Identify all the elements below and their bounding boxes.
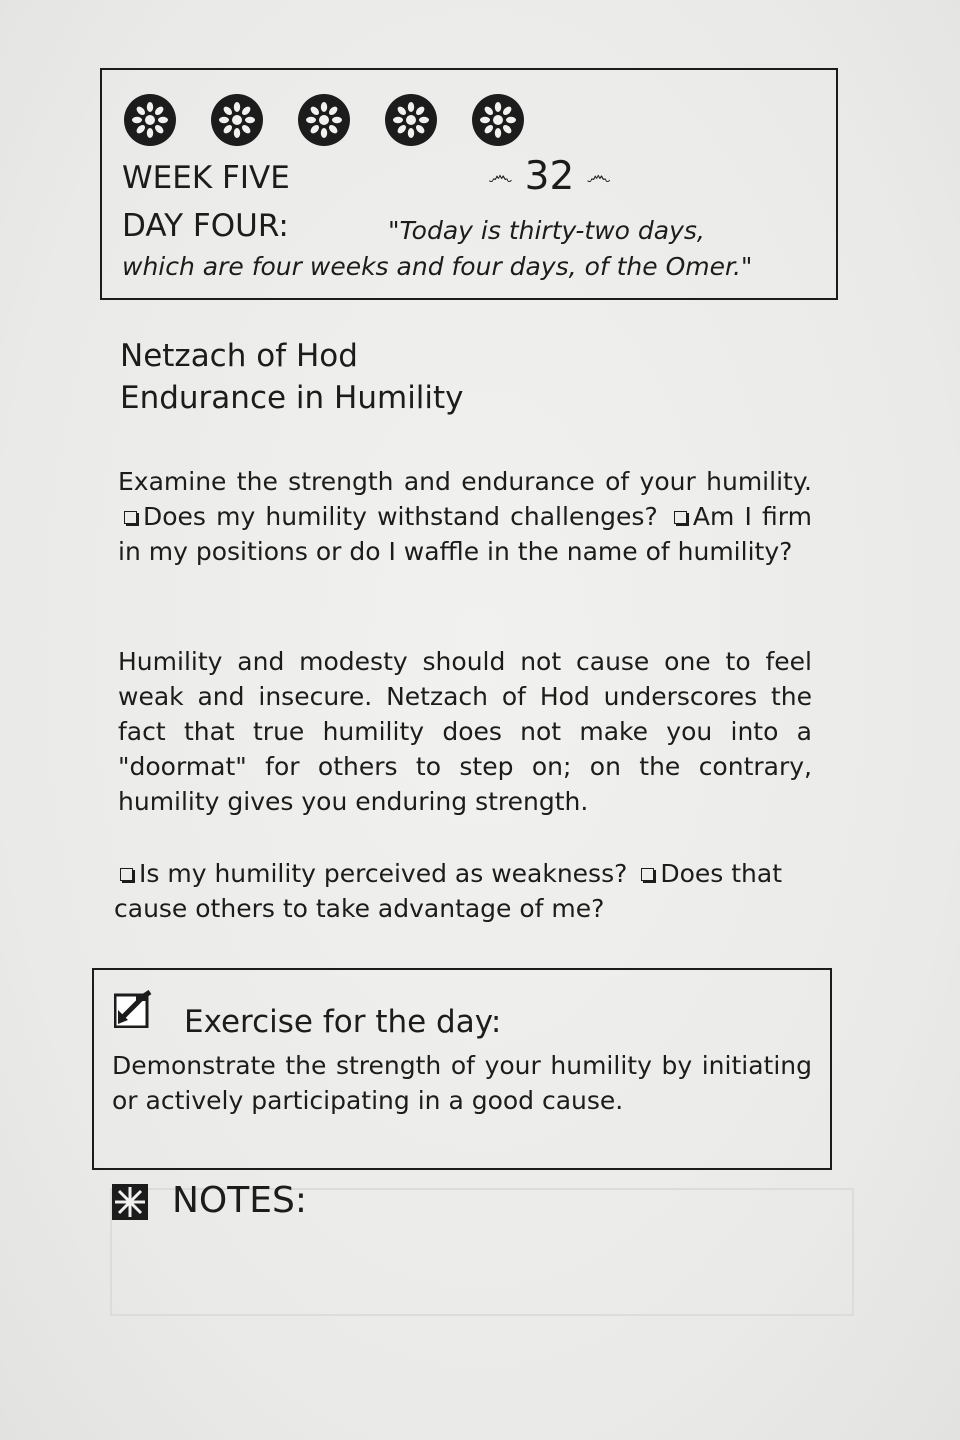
exercise-text: Demonstrate the strength of your humility by initiating or actively participating in a good cause. [112, 1051, 812, 1115]
paragraph-explanation: Humility and modesty should not cause one to feel weak and insecure. Netzach of Hod underscores the fact that true humility does not make you into a "doormat" for others to step on; on the contrary, humility gives you enduring strength. [118, 647, 812, 816]
page-title: Netzach of Hod [120, 338, 358, 374]
checkbox-icon [641, 868, 654, 881]
exercise-title: Exercise for the day: [184, 1004, 502, 1040]
snowflake-icon [110, 1182, 150, 1222]
flourish-left-icon: ෴ [488, 161, 513, 191]
wheel-icon [470, 92, 526, 148]
day-label: DAY FOUR: [122, 208, 289, 244]
checkbox-icon [674, 511, 687, 524]
wheel-icon [296, 92, 352, 148]
day-number-block [488, 154, 611, 199]
omer-count-quote-line-1: "Today is thirty-two days, [388, 216, 705, 245]
omer-count-quote-line-2: which are four weeks and four days, of the Omer." [122, 252, 753, 281]
paragraph-examine [118, 464, 812, 569]
checkbox-icon [124, 511, 137, 524]
wheel-icon [383, 92, 439, 148]
exercise-box [92, 968, 832, 1170]
paragraph-text: Examine the strength and endurance of your humility. [118, 467, 812, 496]
week-label: WEEK FIVE [122, 160, 290, 196]
wheel-icon [122, 92, 178, 148]
checked-box-icon [114, 990, 156, 1028]
header-box [100, 68, 838, 300]
paragraph-questions [114, 856, 814, 926]
notes-label: NOTES: [172, 1180, 307, 1221]
checkbox-icon [120, 868, 133, 881]
page-subtitle: Endurance in Humility [120, 380, 464, 416]
question-text: Is my humility perceived as weakness? [139, 859, 628, 888]
wheel-icon [209, 92, 265, 148]
sefirot-row [122, 92, 526, 148]
question-text: Does that cause others to take advantage of me? [114, 859, 782, 923]
question-text: Does my humility withstand challenges? [143, 502, 658, 531]
flourish-right-icon: ෴ [586, 161, 611, 191]
question-text: Am I firm in my positions or do I waffle in the name of humility? [118, 502, 812, 566]
day-number: 32 [524, 154, 575, 199]
